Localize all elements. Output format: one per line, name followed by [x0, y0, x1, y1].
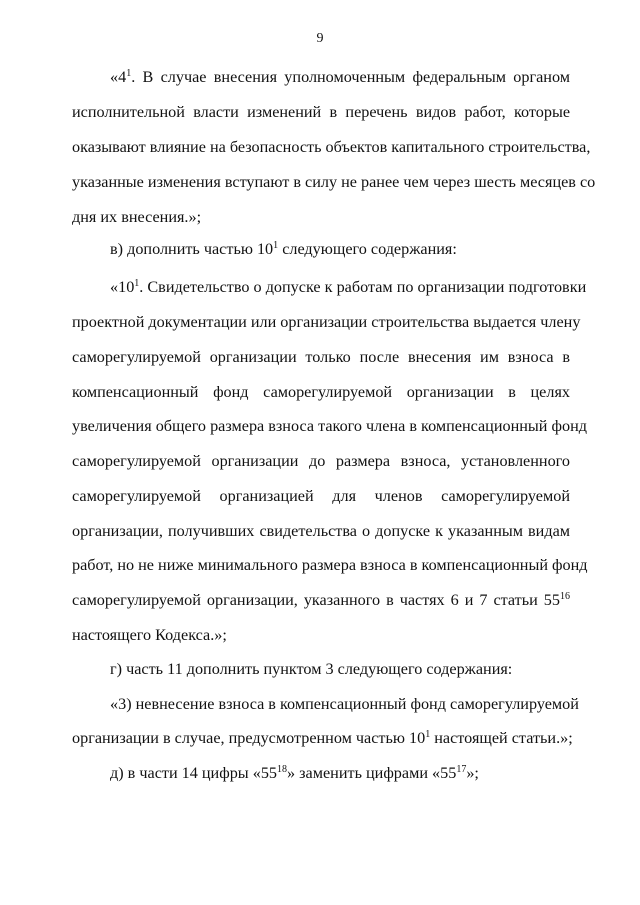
page-number: 9 — [316, 31, 324, 46]
superscript: 1 — [134, 278, 140, 289]
paragraph-5-line-1: «3) невнесение взноса в компенсационный фонд саморегулируемой — [110, 695, 579, 713]
text-run: саморегулируемой организации, указанного в частях 6 и 7 статьи 55 — [72, 591, 560, 609]
text-run: в) дополнить частью 10 — [110, 240, 274, 258]
text-run: «4 — [110, 68, 127, 86]
paragraph-2 — [110, 239, 570, 259]
text-run: . Свидетельство о допуске к работам по организации подготовки — [139, 278, 587, 296]
paragraph-3-line-8: организации, получивших свидетельства о допуске к указанным видам — [72, 522, 570, 540]
text-run: » заменить цифрами «55 — [287, 764, 457, 782]
paragraph-3-line-4: компенсационный фонд саморегулируемой организации в целях — [72, 383, 570, 401]
superscript: 1 — [273, 240, 279, 251]
text-run: настоящей статьи.»; — [430, 729, 573, 747]
paragraph-6 — [110, 763, 570, 783]
paragraph-1-line-2: исполнительной власти изменений в перечень видов работ, которые — [72, 103, 570, 121]
paragraph-3-line-10 — [72, 590, 570, 610]
text-run: д) в части 14 цифры «55 — [110, 764, 278, 782]
superscript: 17 — [456, 764, 467, 775]
paragraph-3-line-7: саморегулируемой организацией для членов саморегулируемой — [72, 487, 570, 505]
paragraph-3-line-1 — [110, 277, 587, 297]
paragraph-3-line-3: саморегулируемой организации только после внесения им взноса в — [72, 348, 570, 366]
paragraph-1-line-5: дня их внесения.»; — [72, 208, 202, 226]
superscript: 18 — [277, 764, 288, 775]
paragraph-3-line-9: работ, но не ниже минимального размера взноса в компенсационный фонд — [72, 556, 588, 574]
paragraph-3-line-5: увеличения общего размера взноса такого члена в компенсационный фонд — [72, 417, 587, 435]
paragraph-3-line-11: настоящего Кодекса.»; — [72, 626, 227, 644]
paragraph-4: г) часть 11 дополнить пунктом 3 следующего содержания: — [110, 660, 513, 678]
paragraph-1-line-1 — [110, 67, 570, 87]
paragraph-1-line-3: оказывают влияние на безопасность объектов капитального строительства, — [72, 138, 591, 156]
paragraph-1-line-4: указанные изменения вступают в силу не ранее чем через шесть месяцев со — [72, 173, 596, 191]
text-run: . В случае внесения уполномоченным федеральным органом — [131, 68, 570, 86]
superscript: 1 — [126, 68, 132, 79]
superscript: 16 — [560, 591, 570, 602]
paragraph-3-line-2: проектной документации или организации строительства выдается члену — [72, 313, 581, 331]
superscript: 1 — [425, 729, 431, 740]
paragraph-3-line-6: саморегулируемой организации до размера взноса, установленного — [72, 452, 570, 470]
text-run: организации в случае, предусмотренном частью 10 — [72, 729, 426, 747]
text-run: следующего содержания: — [278, 240, 457, 258]
paragraph-5-line-2 — [72, 728, 573, 748]
text-run: »; — [466, 764, 479, 782]
text-run: «10 — [110, 278, 135, 296]
